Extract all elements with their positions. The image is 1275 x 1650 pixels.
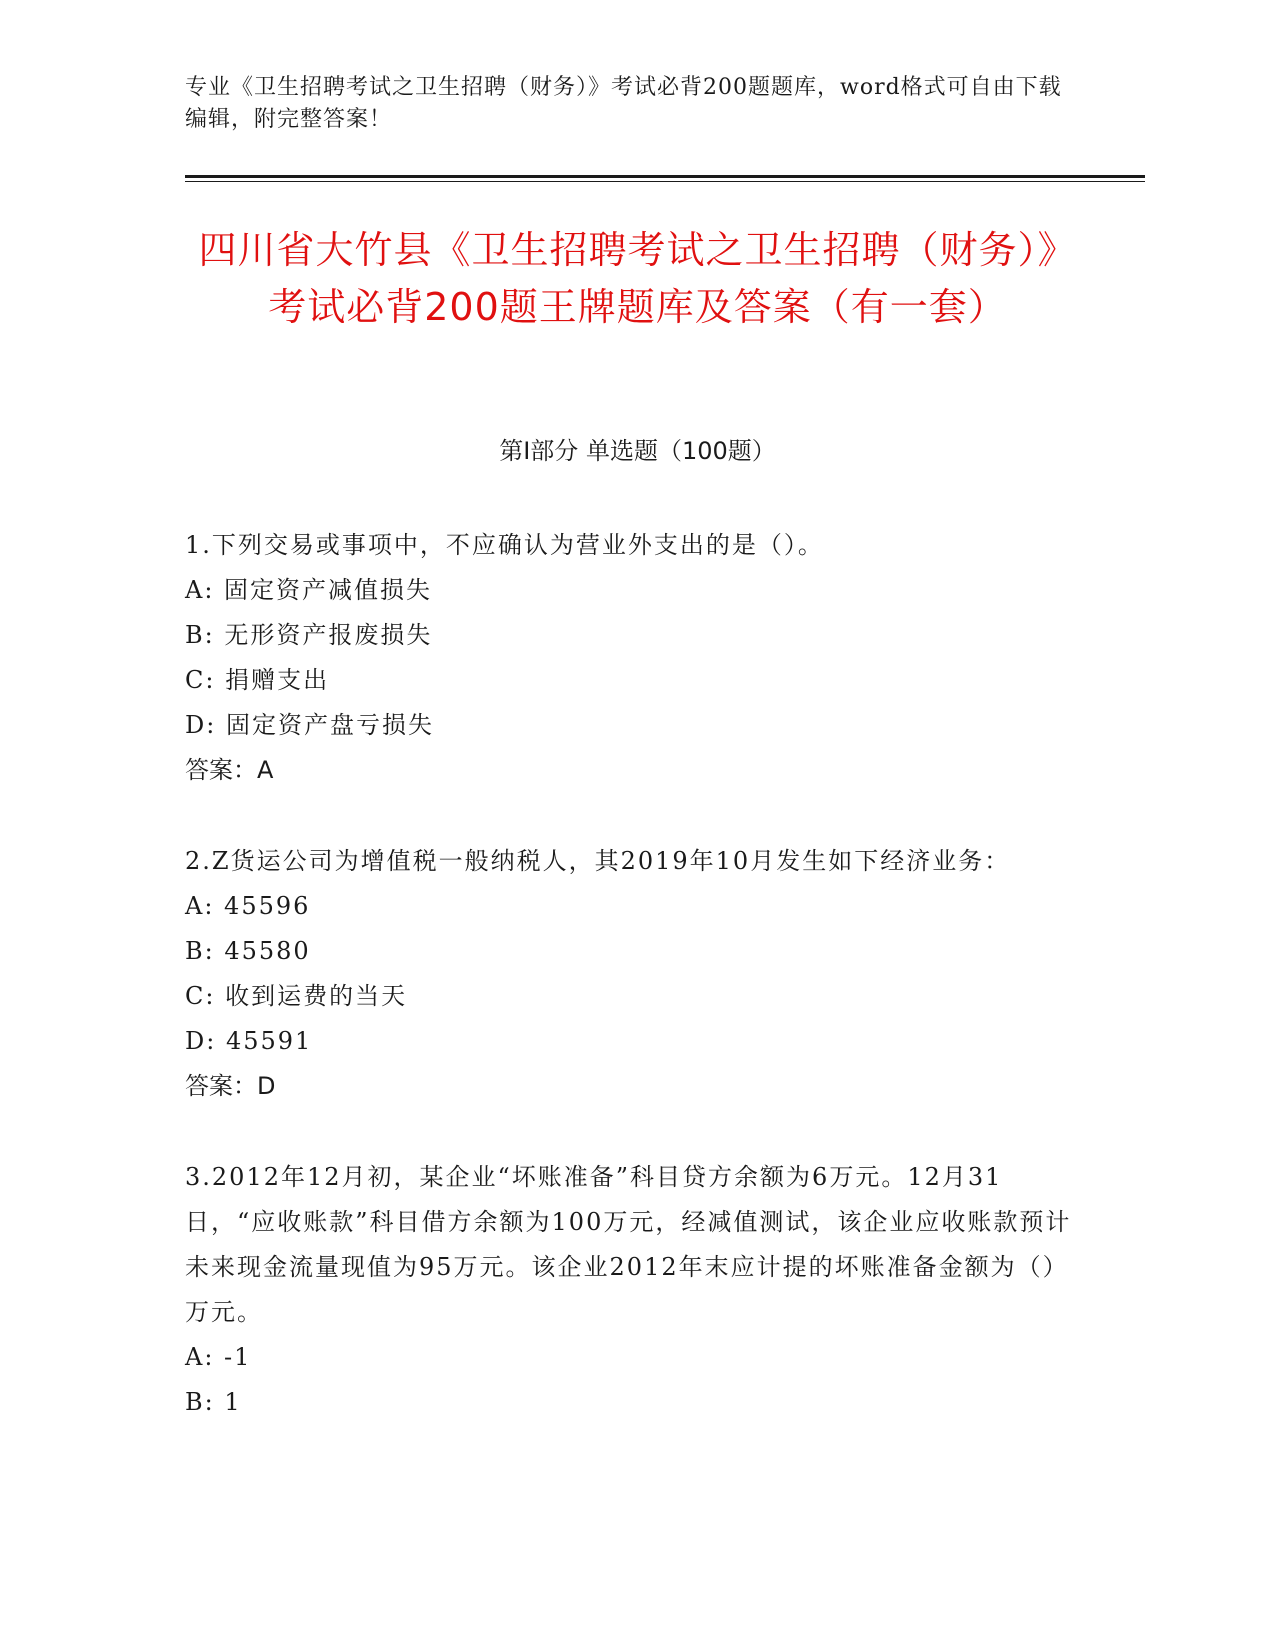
option-a: A: -1 <box>185 1343 252 1371</box>
section-heading: 第I部分 单选题（100题） <box>499 437 776 465</box>
question-list <box>185 523 1085 1471</box>
option-c: C: 捐赠支出 <box>185 666 330 694</box>
option-c: C: 收到运费的当天 <box>185 982 408 1010</box>
option-a: A: 45596 <box>185 892 311 920</box>
question-3 <box>185 1155 1085 1425</box>
header-note: 专业《卫生招聘考试之卫生招聘（财务）》考试必背200题题库，word格式可自由下载编辑，附完整答案！ <box>185 75 1062 132</box>
header-divider-thin <box>185 181 1145 182</box>
option-d: D: 固定资产盘亏损失 <box>185 711 434 739</box>
option-b: B: 45580 <box>185 937 311 965</box>
question-stem: 3.2012年12月初，某企业“坏账准备”科目贷方余额为6万元。12月31日，“应收账款”科目借方余额为100万元，经减值测试，该企业应收账款预计未来现金流量现值为95万元。该企业2012年末应计提的坏账准备金额为（）万元。 <box>185 1163 1072 1326</box>
option-b: B: 无形资产报废损失 <box>185 621 433 649</box>
option-b: B: 1 <box>185 1388 242 1416</box>
header-divider-thick <box>185 175 1145 178</box>
question-2 <box>185 839 1085 1109</box>
option-d: D: 45591 <box>185 1027 313 1055</box>
question-stem: 1.下列交易或事项中，不应确认为营业外支出的是（）。 <box>185 531 824 559</box>
option-a: A: 固定资产减值损失 <box>185 576 433 604</box>
document-title: 四川省大竹县《卫生招聘考试之卫生招聘（财务）》考试必背200题王牌题库及答案（有一套） <box>198 228 1077 329</box>
question-1 <box>185 523 1085 793</box>
question-stem: 2.Z货运公司为增值税一般纳税人，其2019年10月发生如下经济业务： <box>185 847 1011 875</box>
answer-line: 答案：D <box>185 1072 276 1100</box>
answer-line: 答案：A <box>185 756 274 784</box>
